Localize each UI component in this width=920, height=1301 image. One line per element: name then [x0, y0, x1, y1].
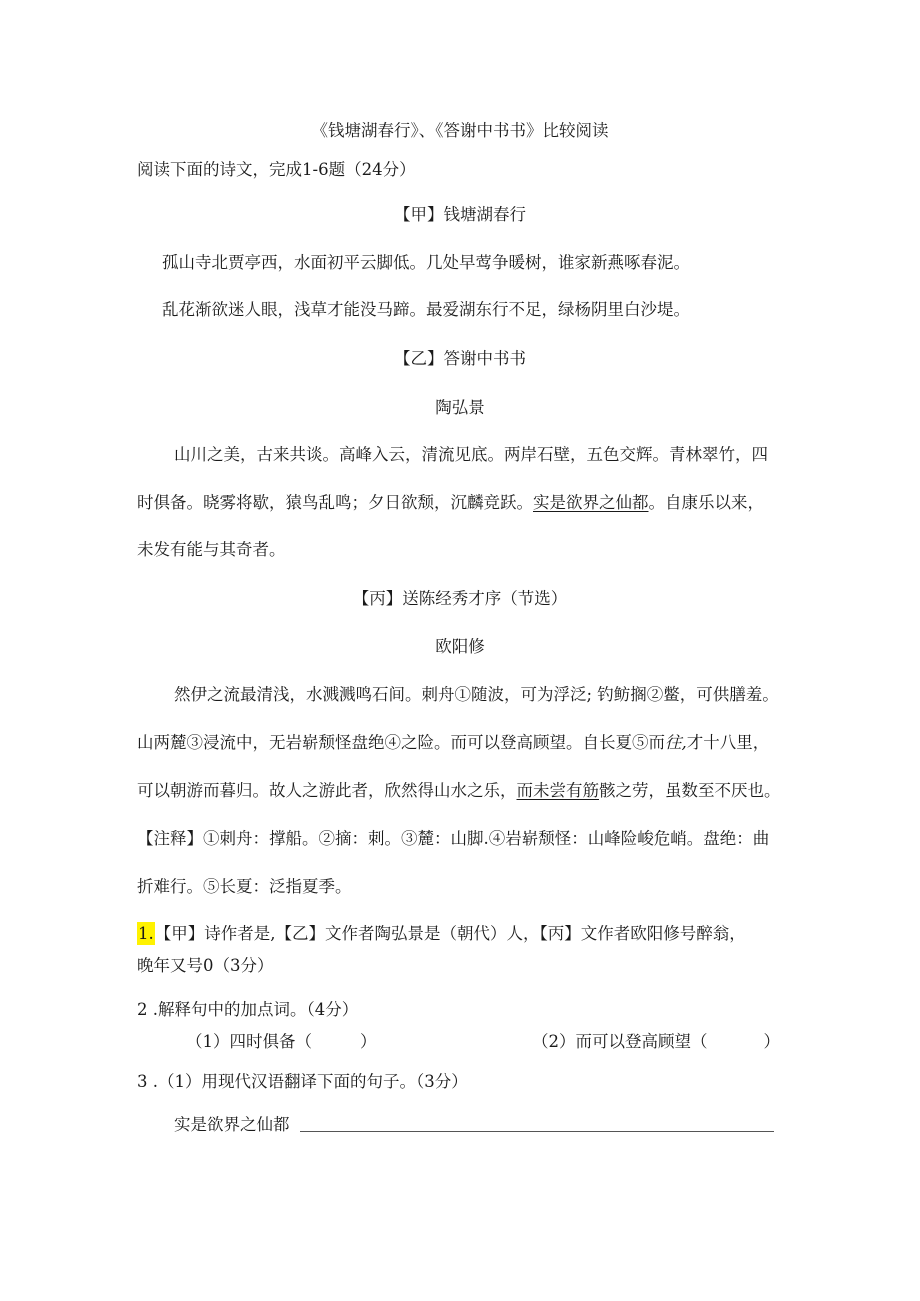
q3-answer-line[interactable] — [300, 1131, 774, 1132]
bing-heading: 【丙】送陈经秀才序（节选） — [352, 589, 568, 608]
q2-item2-close: ） — [763, 1032, 780, 1051]
instruction: 阅读下面的诗文，完成1-6题（24分） — [137, 160, 416, 179]
yi-paragraph-line-2 — [137, 491, 764, 515]
yi-text: 时俱备。晓雾将歇，猿鸟乱鸣；夕日欲颓，沉麟竞跃。 — [137, 493, 533, 512]
notes-line-1: 【注释】①刺舟：撑船。②摘：刺。③麓：山脚.④岩崭颓怪：山峰险峻危峭。盘绝：曲 — [137, 829, 770, 848]
question-1-text: 【甲】诗作者是,【乙】文作者陶弘景是（朝代）人，【丙】文作者欧阳修号醉翁， — [154, 924, 746, 943]
bing-paragraph-line-2 — [137, 731, 769, 755]
bing-paragraph-line-1: 然伊之流最清浅，水溅溅鸣石间。刺舟①随波，可为浮泛; 钓鲂搁②鳖，可供膳羞。 — [174, 685, 779, 704]
question-3: 3 .（1）用现代汉语翻译下面的句子。（3分） — [137, 1072, 468, 1091]
q2-item2-label: （2）而可以登高顾望（ — [532, 1032, 708, 1051]
bing-paragraph-line-3 — [137, 779, 781, 803]
yi-author: 陶弘景 — [435, 398, 485, 417]
question-2-item-2 — [532, 1030, 780, 1054]
bing-text: 山两麓③浸流中，无岩崭颓怪盘绝④之险。而可以登高顾望。自长夏⑤而 — [137, 733, 665, 752]
bing-text: 可以朝游而暮归。故人之游此者，欣然得山水之乐， — [137, 781, 517, 800]
page-title: 《钱塘湖春行》、《答谢中书书》比较阅读 — [311, 121, 609, 140]
yi-paragraph-line-1: 山川之美，古来共谈。高峰入云，清流见底。两岸石壁，五色交辉。青林翠竹，四 — [174, 445, 768, 464]
yi-paragraph-line-3: 未发有能与其奇者。 — [137, 540, 286, 559]
question-2-item-1 — [186, 1030, 377, 1054]
bing-underlined-phrase: 而未尝有筋 — [516, 781, 599, 800]
q3-sentence: 实是欲界之仙都 — [174, 1115, 290, 1134]
yi-underlined-sentence: 实是欲界之仙都 — [533, 493, 649, 512]
jia-heading: 【甲】钱塘湖春行 — [394, 205, 526, 224]
question-1-line-2: 晚年又号0（3分） — [137, 956, 274, 975]
q2-item1-label: （1）四时俱备（ — [186, 1032, 312, 1051]
jia-line-1: 孤山寺北贾亭西，水面初平云脚低。几处早莺争暖树，谁家新燕啄春泥。 — [162, 253, 690, 272]
yi-heading: 【乙】答谢中书书 — [394, 349, 526, 368]
question-1 — [137, 922, 746, 946]
bing-author: 欧阳修 — [435, 637, 485, 656]
q2-item1-close: ） — [360, 1032, 377, 1051]
bing-text: 骸之劳，虽数至不厌也。 — [599, 781, 781, 800]
question-1-number: 1. — [138, 924, 154, 943]
notes-line-2: 折难行。⑤长夏：泛指夏季。 — [137, 877, 352, 896]
bing-italic-word: 往, — [665, 733, 687, 752]
bing-text: 才十八里， — [686, 733, 770, 752]
jia-line-2: 乱花渐欲迷人眼，浅草才能没马蹄。最爱湖东行不足，绿杨阴里白沙堤。 — [162, 300, 690, 319]
yi-text: 。自康乐以来， — [648, 493, 764, 512]
question-2: 2 .解释句中的加点词。（4分） — [137, 1000, 359, 1019]
